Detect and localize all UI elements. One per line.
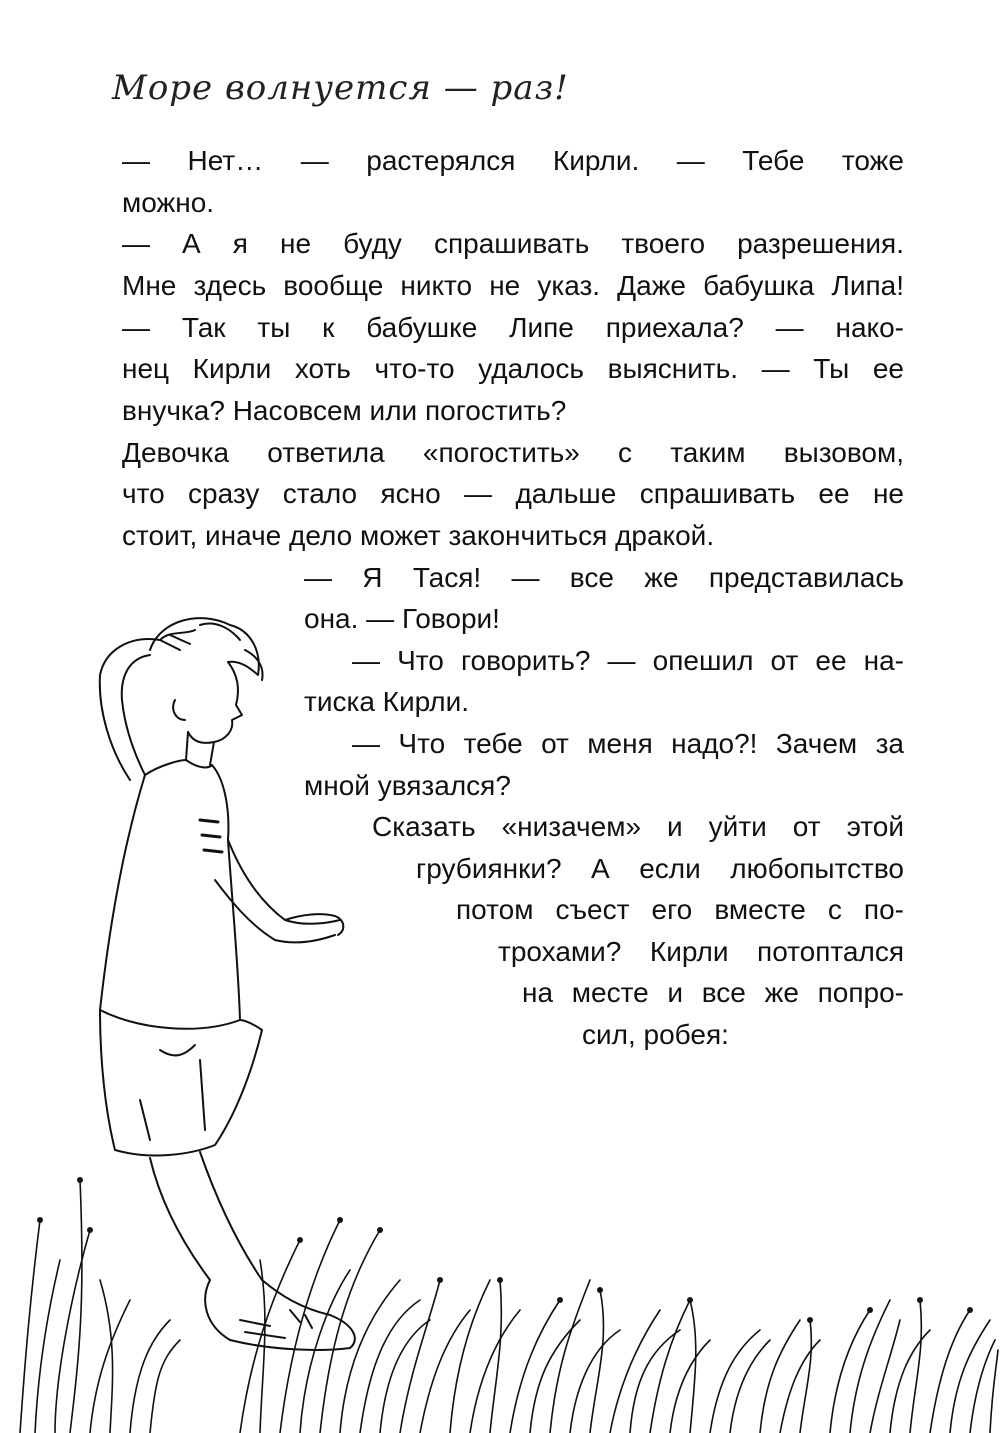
text-line: потом съест его вместе с по- — [456, 894, 904, 925]
text-line: нец Кирли хоть что-то удалось выяснить. — Ты ее — [122, 353, 904, 384]
text-line: трохами? Кирли потоптался — [498, 936, 904, 967]
text-line: сил, робея: — [582, 1019, 729, 1050]
text-line: — Я Тася! — все же представилась — [304, 562, 904, 593]
text-line: Мне здесь вообще никто не указ. Даже бабушка Липа! — [122, 270, 904, 301]
text-line: — Нет… — растерялся Кирли. — Тебе тоже — [122, 145, 904, 176]
text-line: Девочка ответила «погостить» с таким вызовом, — [122, 437, 904, 468]
text-line: на месте и все же попро- — [522, 977, 904, 1008]
text-line: — Так ты к бабушке Липе приехала? — нако- — [122, 312, 904, 343]
text-line: можно. — [122, 187, 215, 218]
text-line: внучка? Насовсем или погостить? — [122, 395, 567, 426]
text-line: — А я не буду спрашивать твоего разрешения. — [122, 228, 904, 259]
text-line: — Что тебе от меня надо?! Зачем за — [352, 728, 904, 759]
text-line: тиска Кирли. — [304, 686, 470, 717]
text-line: мной увязался? — [304, 770, 511, 801]
text-line: грубиянки? А если любопытство — [416, 853, 904, 884]
running-title: Море волнуется — раз! — [112, 68, 569, 108]
text-line: стоит, иначе дело может закончиться дракой. — [122, 520, 715, 551]
text-line: что сразу стало ясно — дальше спрашивать ее не — [122, 478, 904, 509]
text-line: — Что говорить? — опешил от ее на- — [352, 645, 904, 676]
text-line: Сказать «низачем» и уйти от этой — [372, 811, 904, 842]
text-line: она. — Говори! — [304, 603, 500, 634]
